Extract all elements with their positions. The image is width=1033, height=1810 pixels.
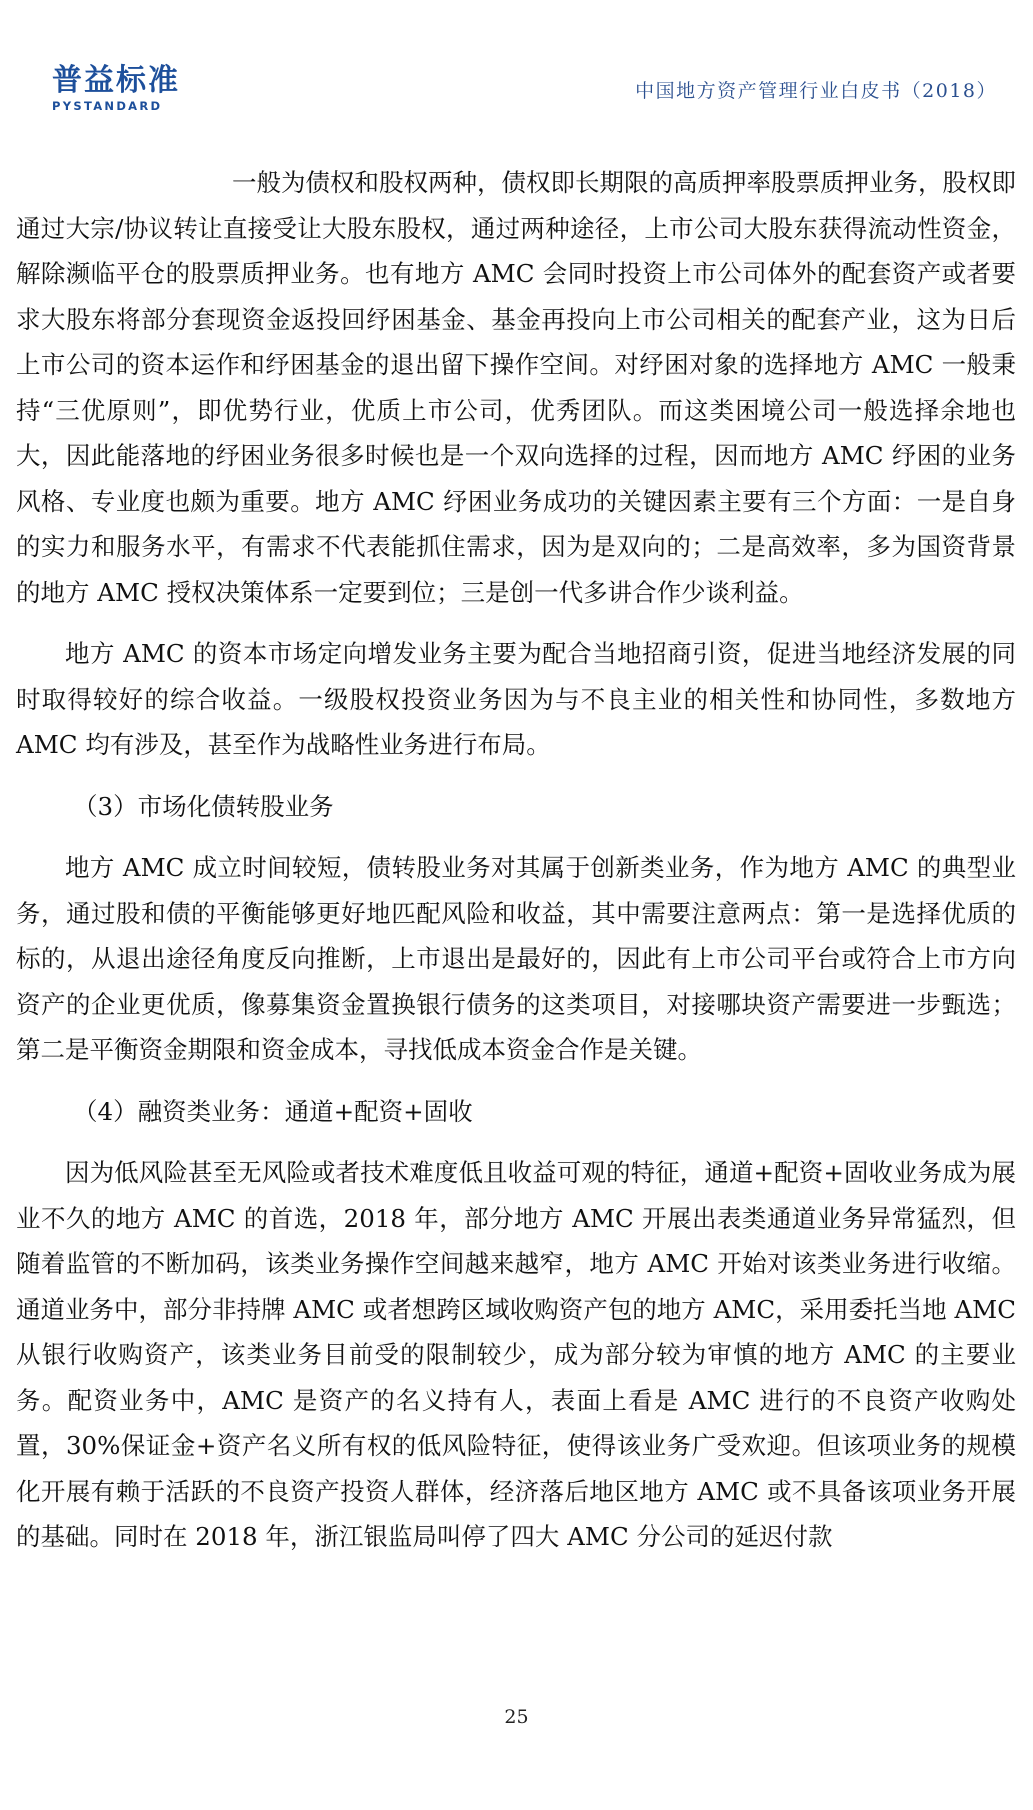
logo-english-text: PYSTANDARD	[52, 99, 163, 113]
paragraph-financing: 因为低风险甚至无风险或者技术难度低且收益可观的特征，通道+配资+固收业务成为展业不久的地方 AMC 的首选，2018 年，部分地方 AMC 开展出表类通道业务异常猛烈，但随着监管的不断加码，该类业务操作空间越来越窄，地方 AMC 开始对该类业务进行收缩。通道业务中，部分非持牌 AMC 或者想跨区域收购资产包的地方 AMC，采用委托当地 AMC 从银行收购资产，该类业务目前受的限制较少，成为部分较为审慎的地方 AMC 的主要业务。配资业务中，AMC 是资产的名义持有人，表面上看是 AMC 进行的不良资产收购处置，30%保证金+资产名义所有权的低风险特征，使得该业务广受欢迎。但该项业务的规模化开展有赖于活跃的不良资产投资人群体，经济落后地区地方 AMC 或不具备该项业务开展的基础。同时在 2018 年，浙江银监局叫停了四大 AMC 分公司的延迟付款	[16, 1158, 1016, 1551]
logo-chinese-text: 普益标准	[52, 63, 180, 98]
page-header	[0, 0, 1033, 130]
section-heading-financing: （4）融资类业务：通道+配资+固收	[73, 1096, 473, 1126]
body-text	[16, 160, 1016, 1560]
paragraph-debt-to-equity: 地方 AMC 成立时间较短，债转股业务对其属于创新类业务，作为地方 AMC 的典型业务，通过股和债的平衡能够更好地匹配风险和收益，其中需要注意两点：第一是选择优质的标的，从退出途径角度反向推断，上市退出是最好的，因此有上市公司平台或符合上市方向资产的企业更优质，像募集资金置换银行债务的这类项目，对接哪块资产需要进一步甄选；第二是平衡资金期限和资金成本，寻找低成本资金合作是关键。	[16, 853, 1016, 1064]
document-title: 中国地方资产管理行业白皮书（2018）	[635, 80, 997, 102]
paragraph-bailout-business: 一般为债权和股权两种，债权即长期限的高质押率股票质押业务，股权即通过大宗/协议转让直接受让大股东股权，通过两种途径，上市公司大股东获得流动性资金，解除濒临平仓的股票质押业务。也有地方 AMC 会同时投资上市公司体外的配套资产或者要求大股东将部分套现资金返投回纾困基金、基金再投向上市公司相关的配套产业，这为日后上市公司的资本运作和纾困基金的退出留下操作空间。对纾困对象的选择地方 AMC 一般秉持“三优原则”，即优势行业，优质上市公司，优秀团队。而这类困境公司一般选择余地也大，因此能落地的纾困业务很多时候也是一个双向选择的过程，因而地方 AMC 纾困的业务风格、专业度也颇为重要。地方 AMC 纾困业务成功的关键因素主要有三个方面：一是自身的实力和服务水平，有需求不代表能抓住需求，因为是双向的；二是高效率，多为国资背景的地方 AMC 授权决策体系一定要到位；三是创一代多讲合作少谈利益。	[16, 168, 1016, 607]
paragraph-private-placement: 地方 AMC 的资本市场定向增发业务主要为配合当地招商引资，促进当地经济发展的同时取得较好的综合收益。一级股权投资业务因为与不良主业的相关性和协同性，多数地方 AMC 均有涉及，甚至作为战略性业务进行布局。	[16, 639, 1016, 759]
pystandard-logo	[52, 64, 180, 113]
page-number: 25	[504, 1706, 529, 1728]
section-heading-debt-to-equity: （3）市场化债转股业务	[73, 791, 334, 821]
